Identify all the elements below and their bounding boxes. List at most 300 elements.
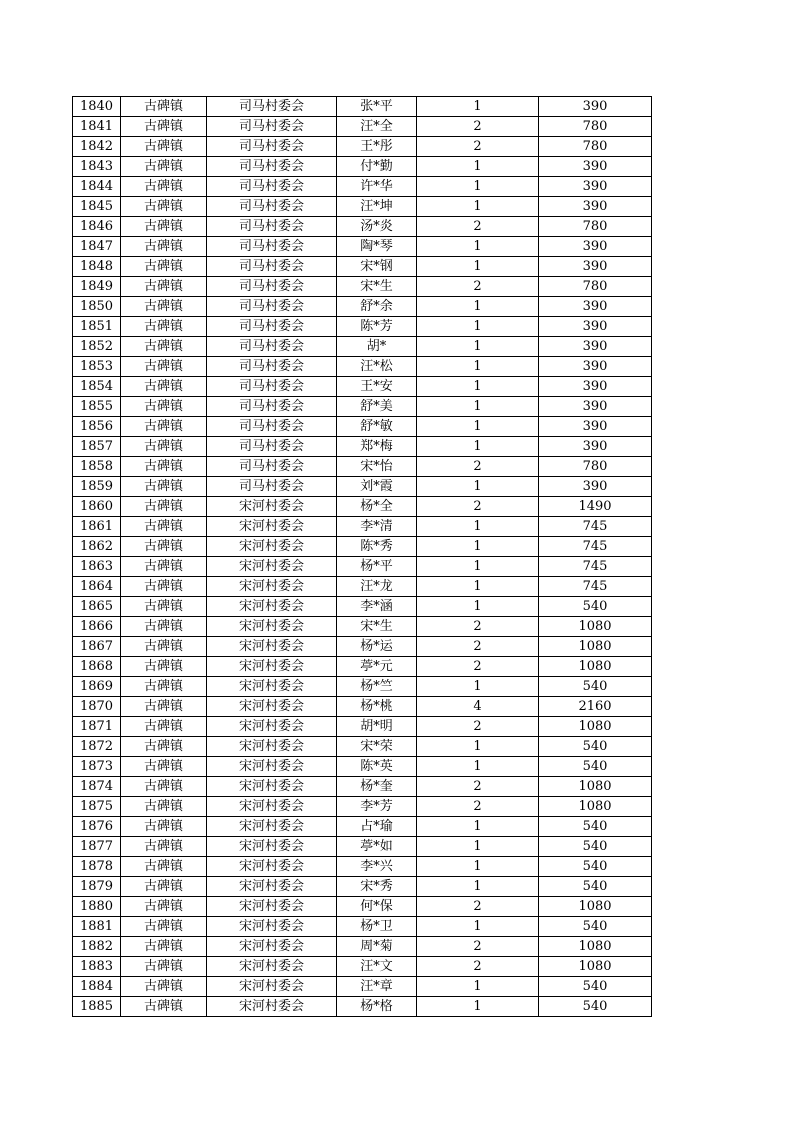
person-name-cell: 汪*松	[337, 357, 417, 377]
people-count-cell: 1	[417, 557, 539, 577]
row-number-cell: 1848	[73, 257, 121, 277]
people-count-cell: 2	[417, 457, 539, 477]
row-number-cell: 1849	[73, 277, 121, 297]
person-name-cell: 宋*秀	[337, 877, 417, 897]
amount-cell: 390	[539, 237, 652, 257]
town-cell: 古碑镇	[121, 837, 207, 857]
town-cell: 古碑镇	[121, 657, 207, 677]
person-name-cell: 宋*生	[337, 277, 417, 297]
people-count-cell: 1	[417, 197, 539, 217]
table-row	[73, 797, 652, 817]
table-row	[73, 577, 652, 597]
people-count-cell: 1	[417, 177, 539, 197]
town-cell: 古碑镇	[121, 177, 207, 197]
town-cell: 古碑镇	[121, 817, 207, 837]
row-number-cell: 1879	[73, 877, 121, 897]
table-row	[73, 717, 652, 737]
person-name-cell: 李*清	[337, 517, 417, 537]
people-count-cell: 2	[417, 657, 539, 677]
people-count-cell: 2	[417, 777, 539, 797]
row-number-cell: 1885	[73, 997, 121, 1017]
amount-cell: 540	[539, 857, 652, 877]
table-row	[73, 857, 652, 877]
table-row	[73, 917, 652, 937]
village-committee-cell: 司马村委会	[207, 337, 337, 357]
town-cell: 古碑镇	[121, 397, 207, 417]
table-row	[73, 957, 652, 977]
person-name-cell: 杨*奎	[337, 777, 417, 797]
amount-cell: 540	[539, 997, 652, 1017]
village-committee-cell: 宋河村委会	[207, 857, 337, 877]
people-count-cell: 1	[417, 357, 539, 377]
row-number-cell: 1867	[73, 637, 121, 657]
people-count-cell: 2	[417, 117, 539, 137]
town-cell: 古碑镇	[121, 977, 207, 997]
people-count-cell: 1	[417, 857, 539, 877]
amount-cell: 540	[539, 757, 652, 777]
table-row	[73, 837, 652, 857]
person-name-cell: 郑*梅	[337, 437, 417, 457]
amount-cell: 390	[539, 97, 652, 117]
row-number-cell: 1871	[73, 717, 121, 737]
amount-cell: 390	[539, 397, 652, 417]
village-committee-cell: 宋河村委会	[207, 577, 337, 597]
table-row	[73, 677, 652, 697]
row-number-cell: 1854	[73, 377, 121, 397]
table-row	[73, 217, 652, 237]
row-number-cell: 1872	[73, 737, 121, 757]
amount-cell: 1080	[539, 657, 652, 677]
village-committee-cell: 司马村委会	[207, 197, 337, 217]
table-row	[73, 757, 652, 777]
town-cell: 古碑镇	[121, 857, 207, 877]
town-cell: 古碑镇	[121, 297, 207, 317]
person-name-cell: 李*涵	[337, 597, 417, 617]
village-committee-cell: 司马村委会	[207, 97, 337, 117]
row-number-cell: 1858	[73, 457, 121, 477]
amount-cell: 540	[539, 597, 652, 617]
people-count-cell: 1	[417, 997, 539, 1017]
village-committee-cell: 宋河村委会	[207, 637, 337, 657]
amount-cell: 540	[539, 977, 652, 997]
row-number-cell: 1853	[73, 357, 121, 377]
village-committee-cell: 司马村委会	[207, 277, 337, 297]
people-count-cell: 1	[417, 517, 539, 537]
table-row	[73, 457, 652, 477]
table-row	[73, 477, 652, 497]
person-name-cell: 张*平	[337, 97, 417, 117]
town-cell: 古碑镇	[121, 437, 207, 457]
row-number-cell: 1852	[73, 337, 121, 357]
town-cell: 古碑镇	[121, 257, 207, 277]
amount-cell: 1080	[539, 617, 652, 637]
village-committee-cell: 宋河村委会	[207, 897, 337, 917]
town-cell: 古碑镇	[121, 237, 207, 257]
village-committee-cell: 司马村委会	[207, 317, 337, 337]
person-name-cell: 汪*章	[337, 977, 417, 997]
village-committee-cell: 宋河村委会	[207, 517, 337, 537]
village-committee-cell: 宋河村委会	[207, 677, 337, 697]
table-row	[73, 157, 652, 177]
town-cell: 古碑镇	[121, 357, 207, 377]
people-count-cell: 1	[417, 817, 539, 837]
village-committee-cell: 宋河村委会	[207, 837, 337, 857]
table-row	[73, 117, 652, 137]
town-cell: 古碑镇	[121, 557, 207, 577]
row-number-cell: 1861	[73, 517, 121, 537]
village-committee-cell: 宋河村委会	[207, 797, 337, 817]
person-name-cell: 舒*美	[337, 397, 417, 417]
table-row	[73, 777, 652, 797]
row-number-cell: 1869	[73, 677, 121, 697]
village-committee-cell: 司马村委会	[207, 457, 337, 477]
row-number-cell: 1856	[73, 417, 121, 437]
town-cell: 古碑镇	[121, 377, 207, 397]
person-name-cell: 陈*芳	[337, 317, 417, 337]
village-committee-cell: 司马村委会	[207, 297, 337, 317]
table-row	[73, 617, 652, 637]
person-name-cell: 杨*桃	[337, 697, 417, 717]
amount-cell: 780	[539, 117, 652, 137]
people-count-cell: 1	[417, 377, 539, 397]
row-number-cell: 1882	[73, 937, 121, 957]
amount-cell: 540	[539, 677, 652, 697]
town-cell: 古碑镇	[121, 697, 207, 717]
roster-table-body	[73, 97, 652, 1017]
table-row	[73, 537, 652, 557]
row-number-cell: 1855	[73, 397, 121, 417]
row-number-cell: 1868	[73, 657, 121, 677]
people-count-cell: 2	[417, 617, 539, 637]
table-row	[73, 337, 652, 357]
amount-cell: 1080	[539, 797, 652, 817]
person-name-cell: 杨*卫	[337, 917, 417, 937]
amount-cell: 745	[539, 557, 652, 577]
person-name-cell: 葶*如	[337, 837, 417, 857]
row-number-cell: 1851	[73, 317, 121, 337]
table-row	[73, 197, 652, 217]
table-row	[73, 977, 652, 997]
amount-cell: 390	[539, 357, 652, 377]
person-name-cell: 宋*生	[337, 617, 417, 637]
subsidy-roster-table	[72, 96, 652, 1017]
person-name-cell: 葶*元	[337, 657, 417, 677]
people-count-cell: 1	[417, 877, 539, 897]
person-name-cell: 王*安	[337, 377, 417, 397]
town-cell: 古碑镇	[121, 717, 207, 737]
person-name-cell: 杨*全	[337, 497, 417, 517]
amount-cell: 1080	[539, 897, 652, 917]
people-count-cell: 2	[417, 637, 539, 657]
amount-cell: 540	[539, 737, 652, 757]
person-name-cell: 舒*敏	[337, 417, 417, 437]
people-count-cell: 1	[417, 437, 539, 457]
person-name-cell: 宋*荣	[337, 737, 417, 757]
table-row	[73, 377, 652, 397]
village-committee-cell: 宋河村委会	[207, 737, 337, 757]
amount-cell: 780	[539, 217, 652, 237]
town-cell: 古碑镇	[121, 417, 207, 437]
village-committee-cell: 宋河村委会	[207, 697, 337, 717]
town-cell: 古碑镇	[121, 137, 207, 157]
village-committee-cell: 司马村委会	[207, 157, 337, 177]
amount-cell: 390	[539, 157, 652, 177]
table-row	[73, 997, 652, 1017]
row-number-cell: 1884	[73, 977, 121, 997]
row-number-cell: 1859	[73, 477, 121, 497]
village-committee-cell: 宋河村委会	[207, 937, 337, 957]
row-number-cell: 1877	[73, 837, 121, 857]
village-committee-cell: 司马村委会	[207, 357, 337, 377]
table-row	[73, 177, 652, 197]
row-number-cell: 1863	[73, 557, 121, 577]
row-number-cell: 1857	[73, 437, 121, 457]
amount-cell: 1490	[539, 497, 652, 517]
person-name-cell: 许*华	[337, 177, 417, 197]
person-name-cell: 何*保	[337, 897, 417, 917]
table-row	[73, 557, 652, 577]
village-committee-cell: 司马村委会	[207, 137, 337, 157]
village-committee-cell: 司马村委会	[207, 217, 337, 237]
person-name-cell: 胡*	[337, 337, 417, 357]
amount-cell: 745	[539, 577, 652, 597]
person-name-cell: 汤*炎	[337, 217, 417, 237]
person-name-cell: 汪*全	[337, 117, 417, 137]
table-row	[73, 897, 652, 917]
town-cell: 古碑镇	[121, 497, 207, 517]
amount-cell: 390	[539, 317, 652, 337]
village-committee-cell: 宋河村委会	[207, 557, 337, 577]
town-cell: 古碑镇	[121, 97, 207, 117]
village-committee-cell: 宋河村委会	[207, 997, 337, 1017]
amount-cell: 390	[539, 297, 652, 317]
person-name-cell: 陶*琴	[337, 237, 417, 257]
town-cell: 古碑镇	[121, 337, 207, 357]
person-name-cell: 胡*明	[337, 717, 417, 737]
table-row	[73, 437, 652, 457]
row-number-cell: 1881	[73, 917, 121, 937]
people-count-cell: 2	[417, 937, 539, 957]
town-cell: 古碑镇	[121, 597, 207, 617]
village-committee-cell: 司马村委会	[207, 237, 337, 257]
row-number-cell: 1864	[73, 577, 121, 597]
amount-cell: 540	[539, 837, 652, 857]
people-count-cell: 2	[417, 217, 539, 237]
town-cell: 古碑镇	[121, 217, 207, 237]
town-cell: 古碑镇	[121, 457, 207, 477]
row-number-cell: 1883	[73, 957, 121, 977]
people-count-cell: 1	[417, 597, 539, 617]
town-cell: 古碑镇	[121, 277, 207, 297]
row-number-cell: 1845	[73, 197, 121, 217]
people-count-cell: 1	[417, 97, 539, 117]
village-committee-cell: 宋河村委会	[207, 717, 337, 737]
row-number-cell: 1880	[73, 897, 121, 917]
table-row	[73, 737, 652, 757]
village-committee-cell: 宋河村委会	[207, 657, 337, 677]
town-cell: 古碑镇	[121, 637, 207, 657]
village-committee-cell: 司马村委会	[207, 477, 337, 497]
table-row	[73, 137, 652, 157]
row-number-cell: 1842	[73, 137, 121, 157]
amount-cell: 540	[539, 817, 652, 837]
people-count-cell: 1	[417, 237, 539, 257]
people-count-cell: 1	[417, 417, 539, 437]
village-committee-cell: 司马村委会	[207, 437, 337, 457]
row-number-cell: 1850	[73, 297, 121, 317]
table-row	[73, 817, 652, 837]
table-row	[73, 657, 652, 677]
village-committee-cell: 司马村委会	[207, 117, 337, 137]
town-cell: 古碑镇	[121, 157, 207, 177]
table-row	[73, 397, 652, 417]
people-count-cell: 1	[417, 977, 539, 997]
town-cell: 古碑镇	[121, 897, 207, 917]
amount-cell: 390	[539, 197, 652, 217]
people-count-cell: 1	[417, 317, 539, 337]
town-cell: 古碑镇	[121, 117, 207, 137]
village-committee-cell: 宋河村委会	[207, 537, 337, 557]
people-count-cell: 2	[417, 957, 539, 977]
row-number-cell: 1843	[73, 157, 121, 177]
village-committee-cell: 司马村委会	[207, 377, 337, 397]
people-count-cell: 2	[417, 797, 539, 817]
amount-cell: 540	[539, 917, 652, 937]
table-row	[73, 937, 652, 957]
person-name-cell: 汪*文	[337, 957, 417, 977]
table-row	[73, 637, 652, 657]
village-committee-cell: 宋河村委会	[207, 817, 337, 837]
town-cell: 古碑镇	[121, 677, 207, 697]
table-row	[73, 257, 652, 277]
person-name-cell: 周*菊	[337, 937, 417, 957]
row-number-cell: 1875	[73, 797, 121, 817]
town-cell: 古碑镇	[121, 957, 207, 977]
amount-cell: 390	[539, 337, 652, 357]
village-committee-cell: 宋河村委会	[207, 757, 337, 777]
table-row	[73, 497, 652, 517]
person-name-cell: 宋*怡	[337, 457, 417, 477]
person-name-cell: 汪*坤	[337, 197, 417, 217]
amount-cell: 390	[539, 437, 652, 457]
person-name-cell: 刘*霞	[337, 477, 417, 497]
people-count-cell: 2	[417, 897, 539, 917]
people-count-cell: 1	[417, 917, 539, 937]
amount-cell: 390	[539, 477, 652, 497]
row-number-cell: 1866	[73, 617, 121, 637]
people-count-cell: 2	[417, 137, 539, 157]
table-row	[73, 357, 652, 377]
town-cell: 古碑镇	[121, 577, 207, 597]
amount-cell: 2160	[539, 697, 652, 717]
person-name-cell: 李*芳	[337, 797, 417, 817]
town-cell: 古碑镇	[121, 477, 207, 497]
amount-cell: 780	[539, 137, 652, 157]
row-number-cell: 1840	[73, 97, 121, 117]
amount-cell: 390	[539, 177, 652, 197]
village-committee-cell: 宋河村委会	[207, 777, 337, 797]
amount-cell: 390	[539, 417, 652, 437]
person-name-cell: 宋*钢	[337, 257, 417, 277]
amount-cell: 390	[539, 377, 652, 397]
village-committee-cell: 司马村委会	[207, 417, 337, 437]
person-name-cell: 陈*英	[337, 757, 417, 777]
people-count-cell: 1	[417, 257, 539, 277]
row-number-cell: 1878	[73, 857, 121, 877]
people-count-cell: 1	[417, 157, 539, 177]
town-cell: 古碑镇	[121, 937, 207, 957]
village-committee-cell: 宋河村委会	[207, 617, 337, 637]
person-name-cell: 汪*龙	[337, 577, 417, 597]
table-row	[73, 877, 652, 897]
table-row	[73, 97, 652, 117]
table-row	[73, 297, 652, 317]
amount-cell: 745	[539, 517, 652, 537]
town-cell: 古碑镇	[121, 317, 207, 337]
amount-cell: 1080	[539, 717, 652, 737]
town-cell: 古碑镇	[121, 517, 207, 537]
town-cell: 古碑镇	[121, 197, 207, 217]
row-number-cell: 1846	[73, 217, 121, 237]
people-count-cell: 1	[417, 477, 539, 497]
row-number-cell: 1865	[73, 597, 121, 617]
village-committee-cell: 宋河村委会	[207, 977, 337, 997]
person-name-cell: 杨*运	[337, 637, 417, 657]
town-cell: 古碑镇	[121, 737, 207, 757]
village-committee-cell: 司马村委会	[207, 257, 337, 277]
people-count-cell: 2	[417, 277, 539, 297]
town-cell: 古碑镇	[121, 617, 207, 637]
person-name-cell: 占*瑜	[337, 817, 417, 837]
amount-cell: 540	[539, 877, 652, 897]
row-number-cell: 1862	[73, 537, 121, 557]
table-row	[73, 697, 652, 717]
table-row	[73, 237, 652, 257]
village-committee-cell: 宋河村委会	[207, 497, 337, 517]
table-row	[73, 417, 652, 437]
people-count-cell: 1	[417, 537, 539, 557]
people-count-cell: 1	[417, 337, 539, 357]
town-cell: 古碑镇	[121, 757, 207, 777]
village-committee-cell: 宋河村委会	[207, 877, 337, 897]
town-cell: 古碑镇	[121, 797, 207, 817]
amount-cell: 745	[539, 537, 652, 557]
person-name-cell: 付*勤	[337, 157, 417, 177]
people-count-cell: 2	[417, 717, 539, 737]
town-cell: 古碑镇	[121, 997, 207, 1017]
amount-cell: 780	[539, 277, 652, 297]
people-count-cell: 1	[417, 837, 539, 857]
amount-cell: 1080	[539, 937, 652, 957]
row-number-cell: 1847	[73, 237, 121, 257]
people-count-cell: 1	[417, 577, 539, 597]
amount-cell: 390	[539, 257, 652, 277]
amount-cell: 1080	[539, 957, 652, 977]
people-count-cell: 2	[417, 497, 539, 517]
table-row	[73, 597, 652, 617]
row-number-cell: 1841	[73, 117, 121, 137]
person-name-cell: 李*兴	[337, 857, 417, 877]
person-name-cell: 舒*余	[337, 297, 417, 317]
town-cell: 古碑镇	[121, 917, 207, 937]
row-number-cell: 1870	[73, 697, 121, 717]
person-name-cell: 杨*格	[337, 997, 417, 1017]
amount-cell: 1080	[539, 637, 652, 657]
table-row	[73, 317, 652, 337]
row-number-cell: 1860	[73, 497, 121, 517]
town-cell: 古碑镇	[121, 537, 207, 557]
amount-cell: 780	[539, 457, 652, 477]
